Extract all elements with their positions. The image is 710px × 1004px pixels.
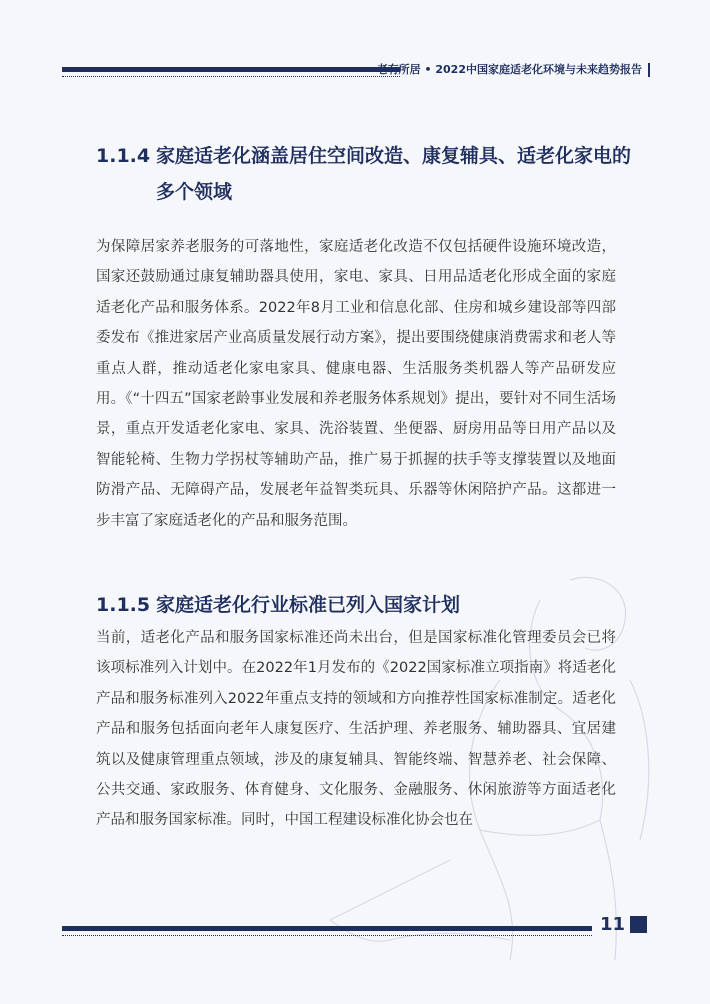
section-title-line-2: 多个领域 [156, 181, 233, 203]
footer-rule [62, 926, 592, 931]
footer-dotted-rule [62, 935, 592, 937]
page-number-square-mark [630, 916, 647, 933]
header-dotted-rule [62, 76, 400, 78]
section-1-1-4-paragraph: 为保障居家养老服务的可落地性，家庭适老化改造不仅包括硬件设施环境改造，国家还鼓励通过康复辅助器具使用，家电、家具、日用品适老化形成全面的家庭适老化产品和服务体系。2022年8月工业和信息化部、住房和城乡建设部等四部委发布《推进家居产业高质量发展行动方案》，提出要围绕健康消费需求和老人等重点人群，推动适老化家电家具、健康电器、生活服务类机器人等产品研发应用。《“十四五”国家老龄事业发展和养老服务体系规划》提出，要针对不同生活场景，重点开发适老化家电、家具、洗浴装置、坐便器、厨房用品等日用产品以及智能轮椅、生物力学拐杖等辅助产品，推广易于抓握的扶手等支撑装置以及地面防滑产品、无障碍产品，发展老年益智类玩具、乐器等休闲陪护产品。这都进一步丰富了家庭适老化的产品和服务范围。 [96, 239, 616, 529]
section-number: 1.1.4 [96, 145, 151, 167]
header-rule [62, 67, 400, 72]
section-heading-1-1-5 [96, 588, 656, 622]
page-number: 11 [600, 914, 626, 935]
section-1-1-5-paragraph: 当前，适老化产品和服务国家标准还尚未出台，但是国家标准化管理委员会已将该项标准列入计划中。在2022年1月发布的《2022国家标准立项指南》将适老化产品和服务标准列入2022年重点支持的领域和方向推荐性国家标准制定。适老化产品和服务包括面向老年人康复医疗、生活护理、养老服务、辅助器具、宜居建筑以及健康管理重点领域，涉及的康复辅具、智能终端、智慧养老、社会保障、公共交通、家政服务、体育健身、文化服务、金融服务、休闲旅游等方面适老化产品和服务国家标准。同时，中国工程建设标准化协会也在 [96, 630, 616, 829]
header-tick-mark [648, 63, 650, 77]
section-title-line-1: 家庭适老化行业标准已列入国家计划 [156, 594, 461, 616]
section-title-line-1: 家庭适老化涵盖居住空间改造、康复辅具、适老化家电的 [156, 145, 632, 167]
section-number: 1.1.5 [96, 594, 151, 616]
section-heading-1-1-4 [96, 138, 656, 210]
running-header-title: 老有所居 • 2022中国家庭适老化环境与未来趋势报告 [376, 63, 642, 76]
